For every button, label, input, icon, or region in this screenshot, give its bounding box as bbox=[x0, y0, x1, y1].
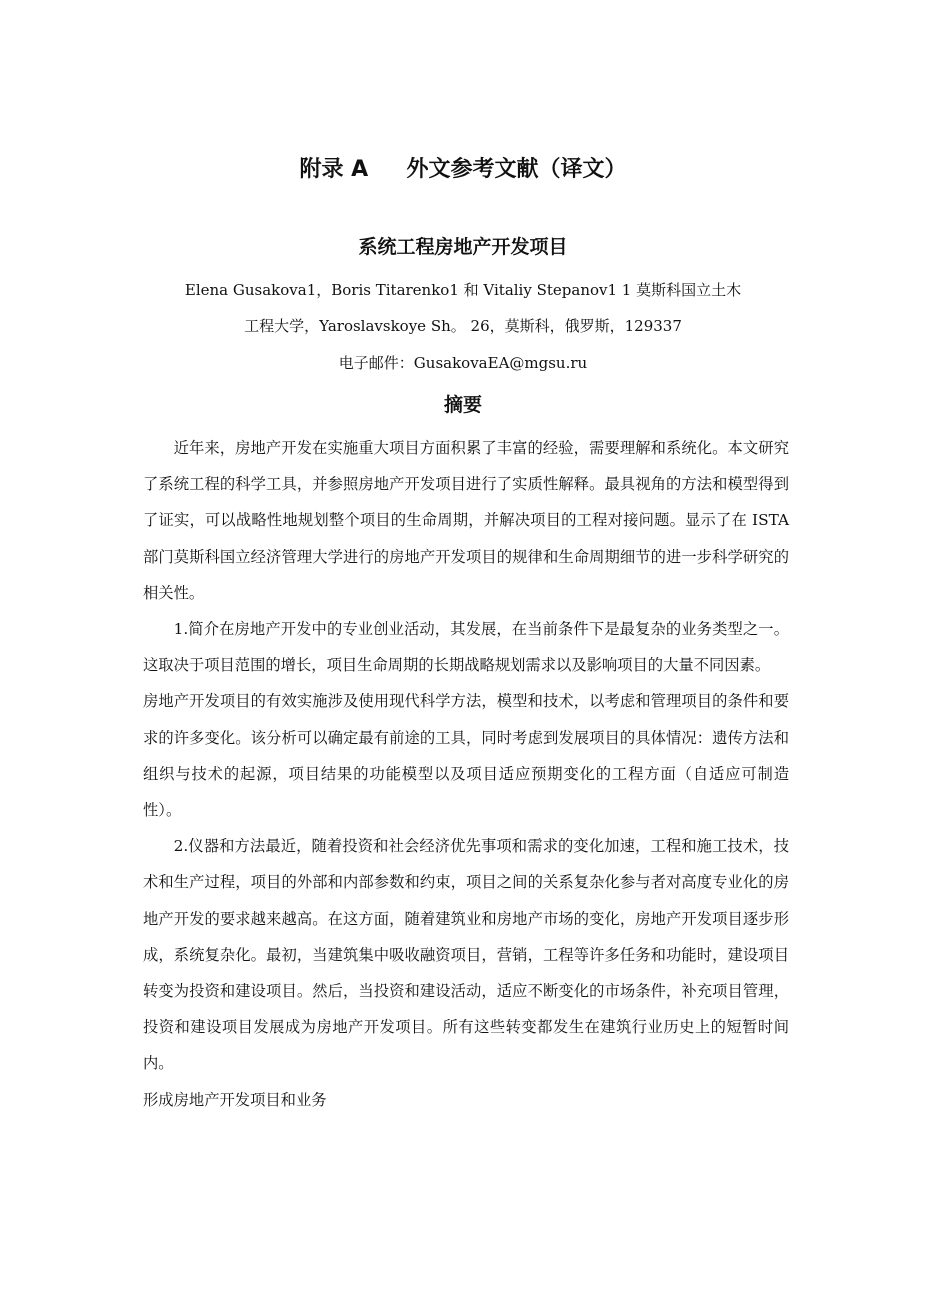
paragraph-methods: 2.仪器和方法最近，随着投资和社会经济优先事项和需求的变化加速，工程和施工技术，技术和生产过程，项目的外部和内部参数和约束，项目之间的关系复杂化参与者对高度专业化的房地产开发的要求越来越高。在这方面，随着建筑业和房地产市场的变化，房地产开发项目逐步形成，系统复杂化。最初，当建筑集中吸收融资项目，营销，工程等许多任务和功能时，建设项目转变为投资和建设项目。然后，当投资和建设活动，适应不断变化的市场条件，补充项目管理，投资和建设项目发展成为房地产开发项目。所有这些转变都发生在建筑行业历史上的短暂时间内。 bbox=[143, 837, 789, 1073]
paragraph-abstract: 近年来，房地产开发在实施重大项目方面积累了丰富的经验，需要理解和系统化。本文研究了系统工程的科学工具，并参照房地产开发项目进行了实质性解释。最具视角的方法和模型得到了证实，可以战略性地规划整个项目的生命周期，并解决项目的工程对接问题。显示了在 ISTA 部门莫斯科国立经济管理大学进行的房地产开发项目的规律和生命周期细节的进一步科学研究的相关性。 bbox=[143, 439, 789, 602]
paragraph-section-heading: 形成房地产开发项目和业务 bbox=[143, 1090, 327, 1109]
authors-line-2: 工程大学，Yaroslavskoye Sh。 26，莫斯科，俄罗斯，129337 bbox=[244, 317, 682, 335]
paper-title: 系统工程房地产开发项目 bbox=[358, 236, 568, 258]
paragraph-introduction: 1.简介在房地产开发中的专业创业活动，其发展，在当前条件下是最复杂的业务类型之一。这取决于项目范围的增长，项目生命周期的长期战略规划需求以及影响项目的大量不同因素。 bbox=[143, 620, 789, 675]
body-text bbox=[143, 430, 789, 1118]
paragraph-implementation: 房地产开发项目的有效实施涉及使用现代科学方法，模型和技术，以考虑和管理项目的条件和要求的许多变化。该分析可以确定最有前途的工具，同时考虑到发展项目的具体情况：遗传方法和组织与技术的起源，项目结果的功能模型以及项目适应预期变化的工程方面（自适应可制造性）。 bbox=[143, 692, 789, 820]
authors-line-1: Elena Gusakova1，Boris Titarenko1 和 Vitaliy Stepanov1 1 莫斯科国立土木 bbox=[184, 281, 742, 299]
email-line: 电子邮件：GusakovaEA@mgsu.ru bbox=[338, 354, 588, 372]
appendix-title: 附录 A 外文参考文献（译文） bbox=[299, 157, 627, 182]
abstract-heading: 摘要 bbox=[443, 394, 482, 416]
